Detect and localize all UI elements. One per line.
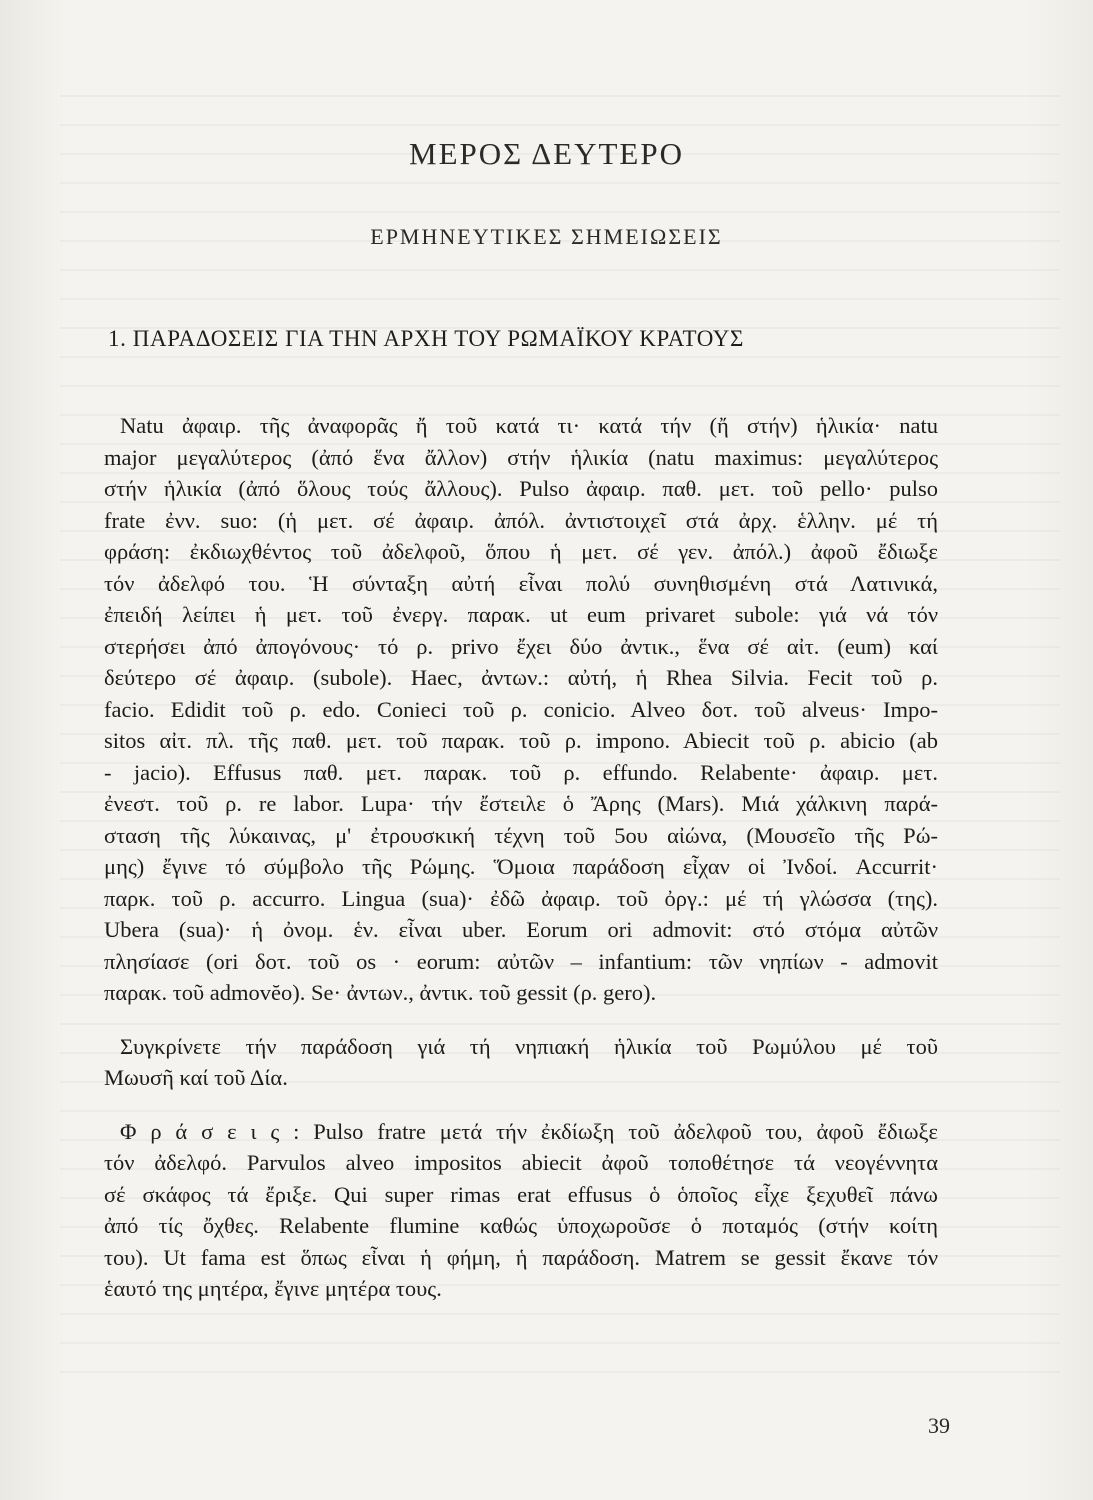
text-line: παρακ. τοῦ admovĕo). Se· ἀντων., ἀντικ. τοῦ gessit (ρ. gero).: [104, 980, 657, 1005]
text-line: ἑαυτό της μητέρα, ἔγινε μητέρα τους.: [104, 1276, 442, 1301]
paragraph-gap: [104, 1094, 938, 1116]
text-line: ἐνεστ. τοῦ ρ. re labor. Lupa· τήν ἔστειλε ὁ Ἄρης (Mars). Μιά χάλκινη παρά-: [104, 791, 938, 816]
text-line: δεύτερο σέ ἀφαιρ. (subole). Haec, ἀντων.: αὐτή, ἡ Rhea Silvia. Fecit τοῦ ρ.: [104, 665, 938, 690]
text-line: Ubera (sua)· ἡ ὀνομ. ἑν. εἶναι uber. Eorum ori admovit: στό στόμα αὐτῶν: [104, 917, 938, 942]
page-number: 39: [928, 1413, 950, 1438]
text-line: frate ἐνν. suo: (ἡ μετ. σέ ἀφαιρ. ἀπόλ. ἀντιστοιχεῖ στά ἀρχ. ἑλλην. μέ τή: [104, 507, 938, 533]
chapter-title: 1. ΠΑΡΑΔΟΣΕΙΣ ΓΙΑ ΤΗΝ ΑΡΧΗ ΤΟΥ ΡΩΜΑΪΚΟΥ ΚΡΑΤΟΥΣ: [108, 326, 744, 351]
text-line: φράση: ἐκδιωχθέντος τοῦ ἀδελφοῦ, ὅπου ἡ μετ. σέ γεν. ἀπόλ.) ἀφοῦ ἔδιωξε: [104, 539, 938, 564]
text-line: μης) ἔγινε τό σύμβολο τῆς Ρώμης. Ὅμοια παράδοση εἶχαν οἱ Ἰνδοί. Accurrit·: [104, 854, 938, 879]
paragraph-comparison: [104, 1031, 938, 1094]
text-line: Natu ἀφαιρ. τῆς ἀναφορᾶς ἤ τοῦ κατά τι· κατά τήν (ἤ στήν) ἡλικία· natu: [120, 413, 938, 438]
part-title: ΜΕΡΟΣ ΔΕΥΤΕΡΟ: [409, 136, 684, 171]
paragraph-notes: [104, 410, 938, 1009]
text-line: Μωυσῆ καί τοῦ Δία.: [104, 1065, 288, 1090]
text-line: - jacio). Effusus παθ. μετ. παρακ. τοῦ ρ. effundo. Relabente· ἀφαιρ. μετ.: [104, 759, 938, 785]
text-line: facio. Edidit τοῦ ρ. edo. Conieci τοῦ ρ. conicio. Alveo δοτ. τοῦ alveus· Impo-: [104, 696, 938, 722]
text-line: παρκ. τοῦ ρ. accurro. Lingua (sua)· ἐδῶ ἀφαιρ. τοῦ ὀργ.: μέ τή γλώσσα (της).: [104, 885, 938, 911]
text-line: σταση τῆς λύκαινας, μ' ἐτρουσκική τέχνη τοῦ 5ου αἰώνα, (Μουσεῖο τῆς Ρώ-: [104, 822, 938, 848]
text-line: στερήσει ἀπό ἀπογόνους· τό ρ. privo ἔχει δύο ἀντικ., ἕνα σέ αἰτ. (eum) καί: [104, 633, 938, 659]
text-line: στήν ἡλικία (ἀπό ὅλους τούς ἄλλους). Pulso ἀφαιρ. παθ. μετ. τοῦ pello· pulso: [104, 476, 938, 501]
text-line: του). Ut fama est ὅπως εἶναι ἡ φήμη, ἡ παράδοση. Matrem se gessit ἔκανε τόν: [104, 1244, 938, 1270]
text-line: τόν ἀδελφό του. Ἡ σύνταξη αὐτή εἶναι πολύ συνηθισμένη στά Λατινικά,: [104, 570, 938, 596]
body-text: [104, 410, 938, 1305]
text-line: ἀπό τίς ὄχθες. Relabente flumine καθώς ὑποχωροῦσε ὁ ποταμός (στήν κοίτη: [104, 1213, 938, 1238]
text-line: σέ σκάφος τά ἔριξε. Qui super rimas erat effusus ὁ ὁποῖος εἶχε ξεχυθεῖ πάνω: [104, 1181, 938, 1207]
text-line: τόν ἀδελφό. Parvulos alveo impositos abiecit ἀφοῦ τοποθέτησε τά νεογέννητα: [104, 1150, 938, 1175]
text-line: major μεγαλύτερος (ἀπό ἕνα ἄλλον) στήν ἡλικία (natu maximus: μεγαλύτερος: [104, 444, 938, 470]
section-title: ΕΡΜΗΝΕΥΤΙΚΕΣ ΣΗΜΕΙΩΣΕΙΣ: [370, 224, 723, 249]
paragraph-gap: [104, 1009, 938, 1031]
text-line: Συγκρίνετε τήν παράδοση γιά τή νηπιακή ἡλικία τοῦ Ρωμύλου μέ τοῦ: [120, 1033, 938, 1059]
text-line: sitos αἰτ. πλ. τῆς παθ. μετ. τοῦ παρακ. τοῦ ρ. impono. Abiecit τοῦ ρ. abicio (ab: [104, 728, 938, 753]
text-line: Φ ρ ά σ ε ι ς : Pulso fratre μετά τήν ἐκδίωξη τοῦ ἀδελφοῦ του, ἀφοῦ ἔδιωξε: [120, 1118, 938, 1144]
text-line: πλησίασε (ori δοτ. τοῦ os · eorum: αὐτῶν – infantium: τῶν νηπίων - admovit: [104, 948, 938, 974]
paragraph-phrases: [104, 1116, 938, 1305]
text-line: ἐπειδή λείπει ἡ μετ. τοῦ ἐνεργ. παρακ. ut eum privaret subole: γιά νά τόν: [104, 602, 938, 627]
